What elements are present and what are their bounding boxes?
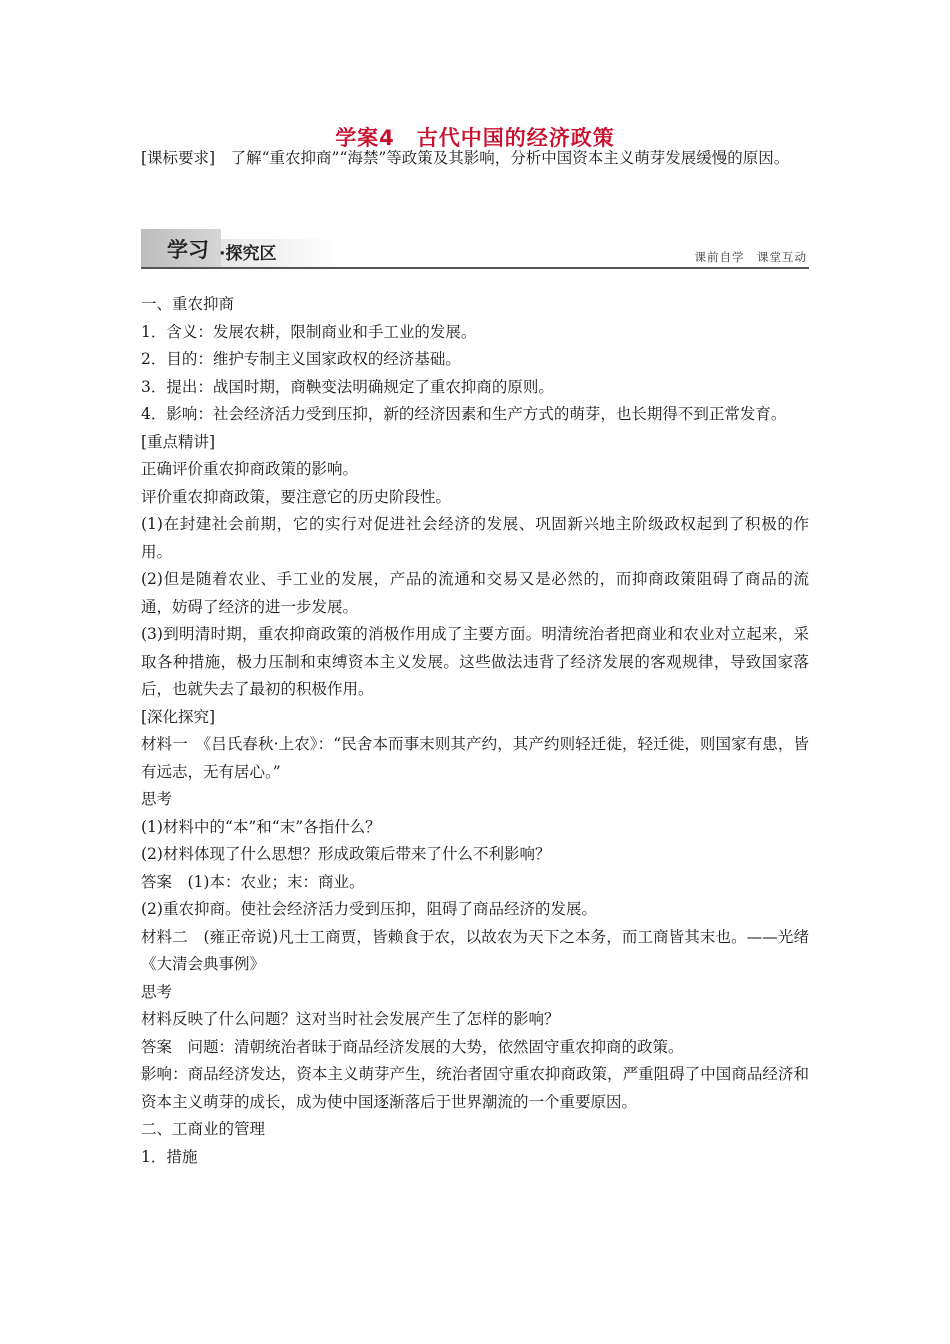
paragraph: (2)但是随着农业、手工业的发展，产品的流通和交易又是必然的，而抑商政策阻碍了商品的流通，妨碍了经济的进一步发展。: [141, 570, 809, 616]
paragraph: 1．含义：发展农耕，限制商业和手工业的发展。: [141, 322, 477, 341]
section-banner: [141, 229, 809, 269]
paragraph: [重点精讲]: [141, 432, 216, 451]
paragraph: 材料反映了什么问题？这对当时社会发展产生了怎样的影响？: [141, 1010, 560, 1028]
paragraph: 4．影响：社会经济活力受到压抑，新的经济因素和生产方式的萌芽，也长期得不到正常发育。: [141, 405, 787, 423]
paragraph: (1)在封建社会前期，它的实行对促进社会经济的发展、巩固新兴地主阶级政权起到了积极的作用。: [141, 515, 809, 561]
paragraph: 1．措施: [141, 1147, 198, 1166]
paragraph: 二、工商业的管理: [141, 1120, 266, 1138]
curriculum-requirement: [课标要求] 了解“重农抑商”“海禁”等政策及其影响，分析中国资本主义萌芽发展缓慢的原因。: [141, 149, 790, 167]
banner-label: 学习: [167, 238, 209, 262]
banner-subtitle: ·探究区: [219, 244, 277, 264]
paragraph: 一、重农抑商: [141, 295, 235, 313]
document-title: 学案4 古代中国的经济政策: [335, 126, 615, 150]
paragraph: 3．提出：战国时期，商鞅变法明确规定了重农抑商的原则。: [141, 377, 554, 396]
paragraph: 思考: [141, 982, 173, 1001]
paragraph: (3)到明清时期，重农抑商政策的消极作用成了主要方面。明清统治者把商业和农业对立起来，采取各种措施，极力压制和束缚资本主义发展。这些做法违背了经济发展的客观规律，导致国家落后，也就失去了最初的积极作用。: [141, 625, 809, 698]
paragraph: 思考: [141, 790, 173, 808]
paragraph: 影响：商品经济发达，资本主义萌芽产生，统治者固守重农抑商政策，严重阻碍了中国商品经济和资本主义萌芽的成长，成为使中国逐渐落后于世界潮流的一个重要原因。: [141, 1065, 809, 1111]
paragraph: 答案 (1)本：农业；末：商业。: [141, 872, 365, 891]
paragraph: 评价重农抑商政策，要注意它的历史阶段性。: [141, 487, 452, 506]
paragraph: (1)材料中的“本”和“末”各指什么？: [141, 817, 381, 836]
paragraph: 2．目的：维护专制主义国家政权的经济基础。: [141, 350, 461, 368]
paragraph: 材料二 (雍正帝说)凡士工商贾，皆赖食于农，以故农为天下之本务，而工商皆其末也。——光绪《大清会典事例》: [141, 927, 809, 973]
paragraph: 材料一 《吕氏春秋·上农》：“民舍本而事末则其产约，其产约则轻迁徙，轻迁徙，则国家有患，皆有远志，无有居心。”: [141, 735, 809, 781]
paragraph: (2)材料体现了什么思想？形成政策后带来了什么不利影响？: [141, 845, 551, 863]
paragraph: 答案 问题：清朝统治者昧于商品经济发展的大势，依然固守重农抑商的政策。: [141, 1037, 684, 1056]
banner-right-text: 课前自学 课堂互动: [694, 250, 807, 264]
paragraph: (2)重农抑商。使社会经济活力受到压抑，阻碍了商品经济的发展。: [141, 900, 597, 918]
document-body: [141, 291, 809, 1171]
banner-rule: [141, 267, 809, 269]
paragraph: 正确评价重农抑商政策的影响。: [141, 460, 359, 478]
paragraph: [深化探究]: [141, 707, 216, 726]
